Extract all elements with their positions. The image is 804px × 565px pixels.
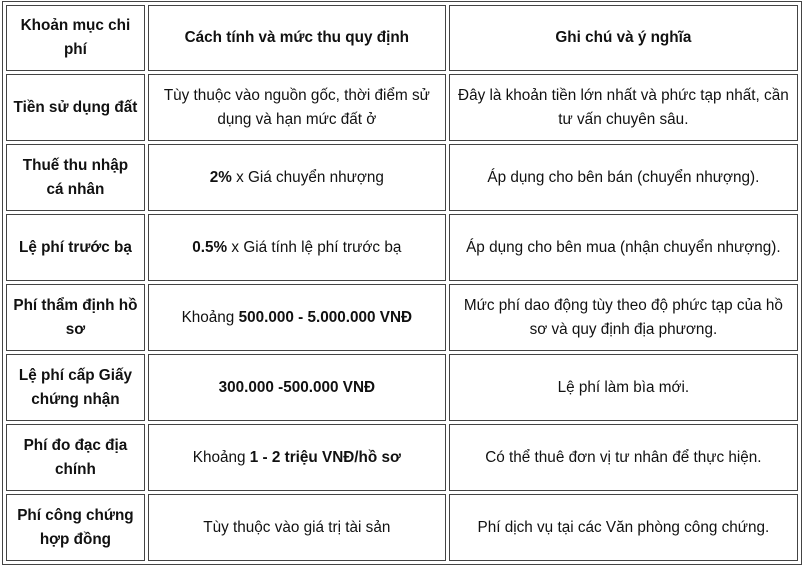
row-method bbox=[148, 144, 446, 211]
table-row bbox=[6, 214, 798, 281]
method-prefix: Khoảng bbox=[192, 448, 250, 466]
header-note: Ghi chú và ý nghĩa bbox=[449, 5, 798, 71]
row-method bbox=[148, 214, 446, 281]
row-method bbox=[148, 354, 446, 421]
table-row bbox=[6, 144, 798, 211]
row-note: Đây là khoản tiền lớn nhất và phức tạp nhất, cần tư vấn chuyên sâu. bbox=[449, 74, 798, 141]
method-value: 2% bbox=[209, 168, 232, 186]
row-method: Tùy thuộc vào giá trị tài sản bbox=[148, 494, 446, 561]
row-note: Phí dịch vụ tại các Văn phòng công chứng. bbox=[449, 494, 798, 561]
row-note: Có thể thuê đơn vị tư nhân để thực hiện. bbox=[449, 424, 798, 491]
fee-table bbox=[2, 1, 802, 565]
row-item: Thuế thu nhập cá nhân bbox=[6, 144, 145, 211]
row-item: Tiền sử dụng đất bbox=[6, 74, 145, 141]
table-header-row bbox=[6, 5, 798, 71]
row-item: Phí thẩm định hồ sơ bbox=[6, 284, 145, 351]
row-item: Phí công chứng hợp đồng bbox=[6, 494, 145, 561]
header-method: Cách tính và mức thu quy định bbox=[148, 5, 446, 71]
row-note: Áp dụng cho bên mua (nhận chuyển nhượng). bbox=[449, 214, 798, 281]
table-row bbox=[6, 74, 798, 141]
table-row bbox=[6, 284, 798, 351]
method-value: 300.000 -500.000 VNĐ bbox=[218, 378, 376, 396]
row-method bbox=[148, 424, 446, 491]
row-note: Mức phí dao động tùy theo độ phức tạp của hồ sơ và quy định địa phương. bbox=[449, 284, 798, 351]
header-item: Khoản mục chi phí bbox=[6, 5, 145, 71]
table-row bbox=[6, 494, 798, 561]
method-suffix: x Giá chuyển nhượng bbox=[231, 168, 384, 186]
table-row bbox=[6, 424, 798, 491]
method-value: 0.5% bbox=[192, 238, 228, 256]
row-item: Phí đo đạc địa chính bbox=[6, 424, 145, 491]
row-item: Lệ phí cấp Giấy chứng nhận bbox=[6, 354, 145, 421]
row-note: Áp dụng cho bên bán (chuyển nhượng). bbox=[449, 144, 798, 211]
row-method bbox=[148, 284, 446, 351]
method-suffix: x Giá tính lệ phí trước bạ bbox=[227, 238, 402, 256]
method-prefix: Khoảng bbox=[181, 308, 239, 326]
row-item: Lệ phí trước bạ bbox=[6, 214, 145, 281]
method-value: 1 - 2 triệu VNĐ/hồ sơ bbox=[249, 448, 401, 466]
row-note: Lệ phí làm bìa mới. bbox=[449, 354, 798, 421]
row-method: Tùy thuộc vào nguồn gốc, thời điểm sử dụng và hạn mức đất ở bbox=[148, 74, 446, 141]
table-row bbox=[6, 354, 798, 421]
method-value: 500.000 - 5.000.000 VNĐ bbox=[238, 308, 413, 326]
